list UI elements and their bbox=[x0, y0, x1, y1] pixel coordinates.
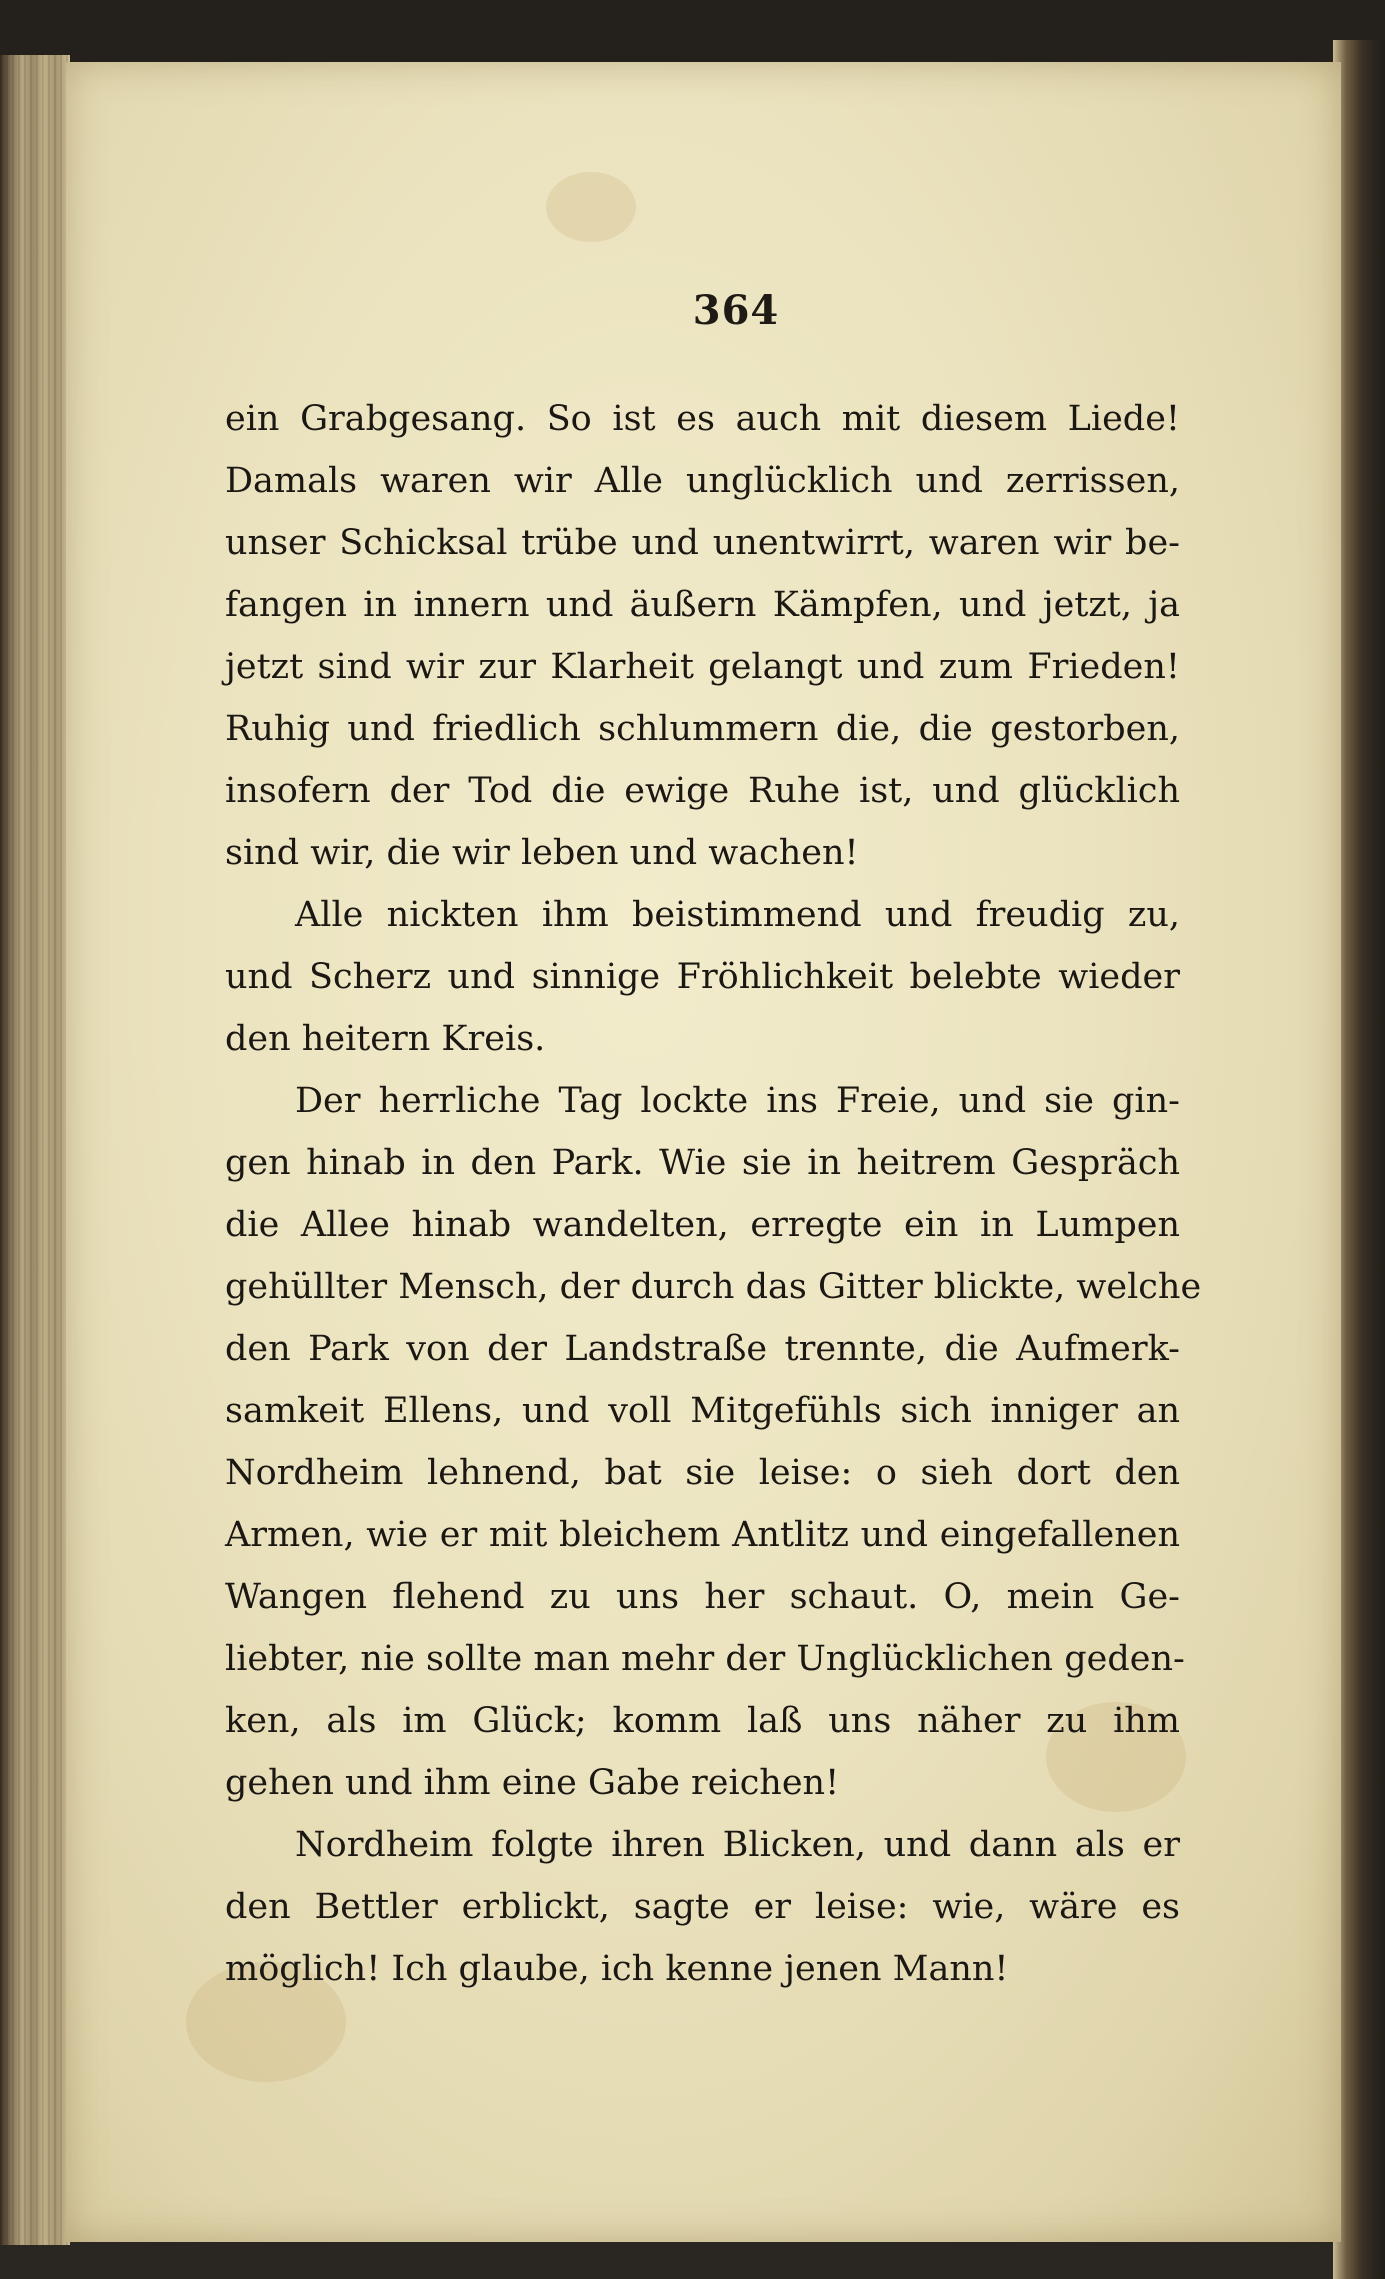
scan-background-top bbox=[0, 0, 1385, 70]
text-line: fangen in innern und äußern Kämpfen, und jetzt, ja bbox=[225, 585, 1180, 625]
text-line: gen hinab in den Park. Wie sie in heitrem Gespräch bbox=[225, 1143, 1180, 1183]
text-line: liebter, nie sollte man mehr der Unglücklichen geden- bbox=[225, 1639, 1185, 1679]
text-line: jetzt sind wir zur Klarheit gelangt und zum Frieden! bbox=[225, 647, 1180, 687]
text-line: Der herrliche Tag lockte ins Freie, und sie gin- bbox=[295, 1081, 1180, 1121]
book-page-edges-left bbox=[0, 55, 70, 2245]
body-text bbox=[225, 388, 1202, 2000]
text-line: Damals waren wir Alle unglücklich und zerrissen, bbox=[225, 461, 1180, 501]
text-line: Ruhig und friedlich schlummern die, die gestorben, bbox=[225, 709, 1180, 749]
page-number: 364 bbox=[692, 287, 780, 334]
text-line: Alle nickten ihm beistimmend und freudig zu, bbox=[295, 895, 1180, 935]
text-line: gehüllter Mensch, der durch das Gitter blickte, welche bbox=[225, 1267, 1202, 1307]
text-line: ein Grabgesang. So ist es auch mit diesem Liede! bbox=[225, 399, 1180, 439]
text-line: möglich! Ich glaube, ich kenne jenen Mann! bbox=[225, 1949, 1009, 1989]
text-line: gehen und ihm eine Gabe reichen! bbox=[225, 1763, 840, 1803]
text-line: den Bettler erblickt, sagte er leise: wie, wäre es bbox=[225, 1887, 1180, 1927]
text-line: Armen, wie er mit bleichem Antlitz und eingefallenen bbox=[225, 1515, 1180, 1555]
text-line: ken, als im Glück; komm laß uns näher zu ihm bbox=[225, 1701, 1180, 1741]
text-line: den heitern Kreis. bbox=[225, 1019, 546, 1059]
text-line: Nordheim folgte ihren Blicken, und dann als er bbox=[295, 1825, 1180, 1865]
text-line: samkeit Ellens, und voll Mitgefühls sich inniger an bbox=[225, 1391, 1180, 1431]
paper-stain bbox=[546, 172, 636, 242]
text-line: insofern der Tod die ewige Ruhe ist, und glücklich bbox=[225, 771, 1180, 811]
text-line: Nordheim lehnend, bat sie leise: o sieh dort den bbox=[225, 1453, 1180, 1493]
text-line: die Allee hinab wandelten, erregte ein in Lumpen bbox=[225, 1205, 1180, 1245]
text-line: unser Schicksal trübe und unentwirrt, waren wir be- bbox=[225, 523, 1180, 563]
text-line: und Scherz und sinnige Fröhlichkeit belebte wieder bbox=[225, 957, 1180, 997]
text-line: den Park von der Landstraße trennte, die Aufmerk- bbox=[225, 1329, 1180, 1369]
text-line: sind wir, die wir leben und wachen! bbox=[225, 833, 859, 873]
text-line: Wangen flehend zu uns her schaut. O, mein Ge- bbox=[225, 1577, 1180, 1617]
